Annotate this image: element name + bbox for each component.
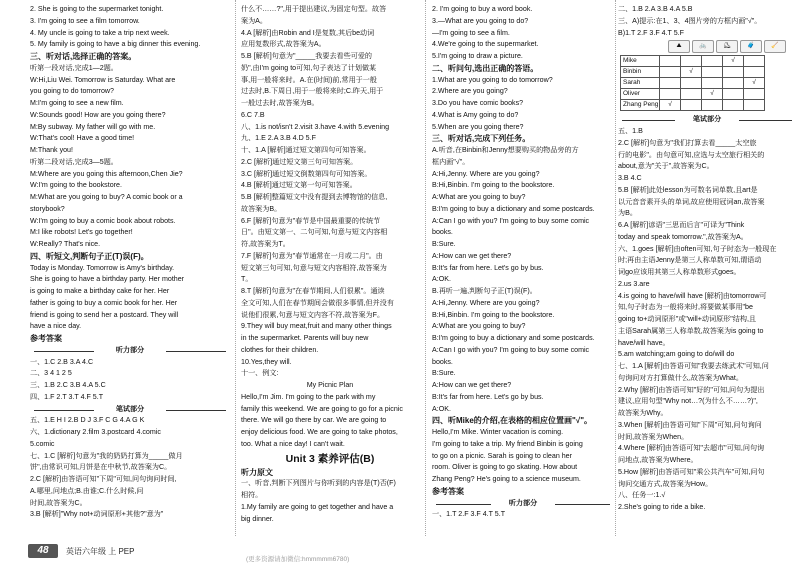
text-line: have/will have。 — [618, 338, 670, 347]
text-line: 一般过去时,故答案为B。 — [241, 99, 319, 107]
section-heading: 二、听问句,选出正确的答语。 — [432, 63, 539, 73]
text-line: 9.They will buy meat,fruit and many other things — [241, 322, 392, 331]
page-footer — [0, 540, 800, 566]
section-heading: 参考答案 — [30, 334, 62, 343]
text-line: 询问交通方式,故答案为How。 — [618, 479, 713, 488]
text-line: A.听音,在Binbin和Jenny想要购买的物品旁的方 — [432, 146, 579, 154]
tick-cell: √ — [702, 89, 723, 100]
text-line: 5.B [解析]此处lesson为可数名词单数,且art是 — [618, 185, 758, 194]
text-line: there. We will go there by car. We are going to — [241, 416, 387, 425]
text-line: W:That's cool! Have a good time! — [30, 134, 135, 143]
table-row — [621, 100, 765, 111]
text-line: A.哪里,问地点;B.由谁;C.什么时候,问 — [30, 486, 144, 495]
tick-cell — [681, 78, 702, 89]
text-line: A:Hi,Jenny. Where are you going? — [432, 298, 540, 307]
tick-cell — [723, 67, 744, 78]
text-line: 一、1.C 2.B 3.A 4.C — [30, 357, 94, 366]
tick-cell — [681, 100, 702, 111]
text-line: 2.C [解析]由答语可知"下周"可知,问句询问时间, — [30, 475, 177, 483]
tick-cell — [681, 89, 702, 100]
tick-cell: √ — [660, 100, 681, 111]
text-line: 4.A [解析]由Robin and I是复数,其后be动词 — [241, 28, 375, 37]
text-line: 4. My uncle is going to take a trip next week. — [30, 28, 170, 37]
text-line: 什么不……?",用于提出建议,为固定句型。故答 — [241, 5, 387, 13]
section-heading: Unit 3 素养评估(B) — [285, 452, 375, 465]
text-line: M:By subway. My father will go with me. — [30, 122, 156, 131]
text-line: too. What a nice day! I can't wait. — [241, 439, 345, 448]
text-line: 三、1.B 2.C 3.B 4.A 5.C — [30, 381, 106, 389]
text-line: 八、任务一:1.√ — [618, 491, 666, 500]
column-divider — [615, 0, 616, 536]
text-line: 2.us 3.are — [618, 279, 650, 288]
text-line: 知,句子时态为一般将来时,将要做某事用"be — [618, 303, 753, 312]
text-line: 听第一段对话,完成1—2题。 — [30, 63, 118, 72]
text-line: 以元音音素开头的单词,故应使用冠词an,故答案 — [618, 197, 765, 206]
tick-cell — [723, 100, 744, 111]
text-line: A:What are you going to buy? — [432, 193, 526, 201]
text-line: 2.Where are you going? — [432, 87, 508, 96]
text-line: W:Sounds good! How are you going there? — [30, 110, 166, 119]
text-line: 4.B [解析]通过短文第一句可知答案。 — [241, 181, 357, 190]
text-line: 3.When [解析]由答语可知"下周"可知,问句询问 — [618, 420, 762, 429]
text-line: 行的电影"。由句意可知,应选与太空旅行相关的 — [618, 150, 765, 159]
text-line: 4.What is Amy going to do? — [432, 110, 519, 119]
column-3 — [432, 4, 614, 538]
section-heading: 四、听短文,判断句子正(T)误(F)。 — [30, 251, 149, 261]
row-name: Mike — [621, 56, 660, 67]
text-line: books. — [432, 357, 453, 366]
text-line: 建议,应用句型"Why not…?(为什么不……?)", — [618, 397, 758, 406]
text-line: Zhang Peng? He's going to a science museum. — [432, 475, 581, 483]
table-row — [621, 78, 765, 89]
table-row — [621, 67, 765, 78]
text-line: 4.We're going to the supermarket. — [432, 40, 539, 49]
text-line: —I'm going to see a film. — [432, 28, 510, 37]
map-icon: ⛰ — [668, 40, 690, 53]
text-line: M:I like robots! Let's go together! — [30, 228, 133, 237]
tick-cell — [660, 78, 681, 89]
row-name: Oliver — [621, 89, 660, 100]
text-line: room. Oliver is going to go skating. How about — [432, 463, 578, 472]
tick-cell — [744, 56, 765, 67]
text-line: 4.Where [解析]由答语可知"去超市"可知,问句询 — [618, 444, 765, 453]
row-name: Binbin — [621, 67, 660, 78]
text-line: 应用复数形式,故答案为A。 — [241, 40, 326, 49]
text-line: 十、1.A [解析]通过短文第四句可知答案。 — [241, 146, 371, 154]
table-row — [621, 89, 765, 100]
broom-icon: 🧹 — [764, 40, 786, 53]
text-line: to go on a picnic. Sarah is going to clean her — [432, 451, 572, 460]
text-line: storybook? — [30, 204, 65, 213]
text-line: 时间,故答案为When。 — [618, 432, 689, 441]
text-line: M:What are you going to buy? A comic book or a — [30, 193, 183, 201]
text-line: 1.My family are going to get together and have a — [241, 502, 394, 511]
text-line: 5.am watching;am going to do/will do — [618, 350, 735, 359]
text-line: in the supermarket. Parents will buy new — [241, 334, 369, 342]
text-line: 2.She's going to ride a bike. — [618, 503, 706, 511]
text-line: 九、1.E 2.A 3.B 4.D 5.F — [241, 134, 316, 143]
tick-cell: √ — [723, 56, 744, 67]
text-line: 5.B [解析]句意为"_____我要去看些可爱的 — [241, 52, 373, 60]
text-line: have a nice day. — [30, 322, 82, 331]
text-line: 3.—What are you going to do? — [432, 16, 529, 25]
text-line: 符,故答案为T。 — [241, 240, 290, 248]
text-line: 日"。由短文第一、二句可知,句意与短文内容相 — [241, 228, 388, 237]
text-line: 5. My family is going to have a big dinner this evening. — [30, 40, 201, 49]
section-heading: 参考答案 — [432, 486, 464, 496]
text-line: 3.B 4.C — [618, 174, 642, 182]
text-line: A:How can we get there? — [432, 381, 512, 389]
section-heading: 三、听对话,选择正确的答案。 — [30, 52, 137, 61]
text-line: 5.B [解析]整篇短文中没有提到去博物馆的信息, — [241, 193, 388, 201]
text-line: A:Hi,Jenny. Where are you going? — [432, 169, 540, 178]
text-line: going to+动词原形"或"will+动词原形"结构,且 — [618, 315, 757, 323]
text-line: 框内画"√"。 — [432, 157, 470, 166]
tick-cell — [702, 67, 723, 78]
text-line: 6.A [解析]谚语"三思而后言"可译为"Think — [618, 221, 745, 229]
text-line: I'm going to take a trip. My friend Binbin is going — [432, 439, 583, 448]
luggage-icon: 🧳 — [740, 40, 762, 53]
text-line: about,意为"关于",故答案为C。 — [618, 162, 714, 171]
text-line: A:How can we get there? — [432, 251, 512, 260]
watermark: (更多资源请加微信:hmmmmm6780) — [246, 556, 350, 563]
text-line: W:Hi,Liu Wei. Tomorrow is Saturday. What are — [30, 75, 176, 84]
text-line: A:What are you going to buy? — [432, 322, 526, 331]
column-4 — [618, 4, 796, 538]
activity-pictures — [668, 40, 796, 53]
text-line: B:Sure. — [432, 369, 456, 378]
column-1 — [30, 4, 230, 538]
text-line: 饼",由常识可知,月饼是在中秋节,故答案为C。 — [30, 463, 172, 472]
column-divider — [235, 0, 236, 536]
tick-cell — [744, 100, 765, 111]
text-line: 6.C 7.B — [241, 110, 265, 119]
tick-cell — [681, 56, 702, 67]
text-line: 6.F [解析]句意为"春节是中国最重要的传统节 — [241, 216, 381, 225]
text-line: 5.I'm going to draw a picture. — [432, 52, 523, 60]
text-line: 4.is going to have/will have [解析]由tomorrow可 — [618, 291, 767, 300]
text-line: Hello,I'm Jim. I'm going to the park with my — [241, 392, 376, 401]
text-line: 三、A)提示:在1、3、4图片旁的方框内画"√"。 — [618, 16, 762, 25]
text-line: Hello,I'm Mike. Winter vacation is coming. — [432, 428, 564, 436]
text-line: 时间,故答案为C。 — [30, 498, 87, 507]
row-name: Sarah — [621, 78, 660, 89]
tick-cell — [702, 56, 723, 67]
text-line: 七、1.C [解析]句意为"我的奶奶打算为_____做月 — [30, 451, 183, 460]
text-line: friend is going to send her a postcard. They will — [30, 310, 179, 319]
row-name: Zhang Peng — [621, 100, 660, 111]
text-line: A:OK. — [432, 275, 451, 284]
text-line: father is going to buy a comic book for her. Her — [30, 298, 178, 307]
text-line: 词go应该用其第三人称单数形式goes。 — [618, 268, 741, 276]
text-line: W:I'm going to the bookstore. — [30, 181, 122, 190]
text-line: 故答案为Why。 — [618, 409, 668, 417]
text-line: M:I'm going to see a new film. — [30, 99, 124, 107]
text-line: Today is Monday. Tomorrow is Amy's birthday. — [30, 263, 175, 272]
text-line: A:Can I go with you? I'm going to buy some comic — [432, 216, 590, 225]
text-line: 事,用一般将来时。A.在(时间)前,常用于一般 — [241, 75, 377, 84]
text-line: B:It's far from here. Let's go by bus. — [432, 392, 544, 401]
text-line: B:It's far from here. Let's go by bus. — [432, 263, 544, 272]
table-row — [621, 56, 765, 67]
text-line: 五、1.B — [618, 127, 643, 135]
text-line: 7.F [解析]句意为"春节通常在一月或二月"。由 — [241, 251, 383, 260]
text-line: 短文第三句可知,句意与短文内容相符,故答案为 — [241, 263, 387, 272]
text-line: 八、1.is not/isn't 2.visit 3.have 4.with 5.evening — [241, 122, 390, 131]
text-line: 2.C [解析]通过短文第三句可知答案。 — [241, 157, 358, 166]
tick-cell — [723, 78, 744, 89]
section-heading: 听力部分 — [432, 498, 614, 510]
text-line: 听第二段对话,完成3—5题。 — [30, 157, 118, 166]
text-line: clothes for their children. — [241, 345, 319, 354]
text-line: My Picnic Plan — [306, 381, 354, 389]
text-line: 10.Yes,they will. — [241, 357, 292, 366]
text-line: 相符。 — [241, 491, 263, 499]
text-line: 主语Sarah属第三人称单数,故答案为is going to — [618, 326, 764, 335]
text-line: family this weekend. We are going to go for a picnic — [241, 404, 403, 413]
text-line: B:Hi,Binbin. I'm going to the bookstore. — [432, 310, 555, 319]
text-line: 时;再由主语Jenny是第三人称单数可知,谓语动 — [618, 256, 762, 265]
text-line: enjoy delicious food. We are going to take photos, — [241, 428, 398, 436]
tick-cell — [702, 100, 723, 111]
text-line: 奶",由I'm going to可知,句子表达了计划做某 — [241, 63, 377, 72]
text-line: 为B。 — [618, 209, 637, 218]
text-line: 一、听音,判断下列图片与你听到的内容是(T)否(F) — [241, 479, 396, 488]
text-line: B.再听一遍,判断句子正(T)误(F)。 — [432, 287, 537, 295]
section-heading: 听力原文 — [241, 467, 273, 477]
column-divider — [425, 0, 426, 536]
text-line: 3.B [解析]"Why not+动词原形+其他?"意为" — [30, 510, 164, 519]
text-line: She is going to have a birthday party. Her mother — [30, 275, 185, 284]
tick-cell — [702, 78, 723, 89]
text-line: 七、1.A [解析]由答语可知"我要去练武术"可知,问 — [618, 362, 769, 370]
text-line: 2.C [解析]句意为"我们打算去看_____太空旅 — [618, 138, 757, 147]
text-line: 3.Do you have comic books? — [432, 99, 524, 107]
bike-icon: 🚲 — [692, 40, 714, 53]
tick-table — [620, 55, 765, 111]
text-line: M:Thank you! — [30, 146, 73, 154]
text-line: 2.Why [解析]由答语可知"好的"可知,问句为提出 — [618, 385, 765, 394]
text-line: 5.comic — [30, 439, 55, 448]
text-line: A:Can I go with you? I'm going to buy some comic — [432, 345, 590, 354]
text-line: 二、1.B 2.A 3.B 4.A 5.B — [618, 5, 693, 13]
tick-cell — [660, 67, 681, 78]
text-line: B:I'm going to buy a dictionary and some postcards. — [432, 334, 595, 342]
tick-cell: √ — [744, 78, 765, 89]
text-line: B:Hi,Binbin. I'm going to the bookstore. — [432, 181, 555, 190]
text-line: is going to make a birthday cake for her. Her — [30, 287, 170, 295]
tick-cell — [744, 67, 765, 78]
text-line: 5.When are you going there? — [432, 122, 524, 131]
column-2 — [241, 4, 419, 538]
section-heading: 听力部分 — [30, 345, 230, 357]
text-line: 十一、例文: — [241, 369, 279, 378]
section-heading: 四、听Mike的介绍,在表格的相应位置画"√"。 — [432, 416, 592, 426]
tick-cell — [723, 89, 744, 100]
text-line: 六、1.goes [解析]由often可知,句子时态为一般现在 — [618, 244, 777, 253]
text-line: 一、1.T 2.F 3.F 4.T 5.T — [432, 510, 506, 519]
page-number: 48 — [28, 544, 58, 558]
tick-cell: √ — [681, 67, 702, 78]
text-line: 故答案为B。 — [241, 204, 282, 213]
text-line: B:Sure. — [432, 240, 456, 248]
text-line: today and speak tomorrow.",故答案为A。 — [618, 232, 748, 241]
text-line: 说他们很累,句意与短文内容不符,故答案为F。 — [241, 310, 385, 319]
text-line: 二、3 4 1 2 5 — [30, 369, 72, 378]
text-line: books. — [432, 228, 453, 237]
text-line: W:I'm going to buy a comic book about robots. — [30, 216, 176, 225]
text-line: big dinner. — [241, 514, 274, 523]
text-line: 句询问对方打算做什么,故答案为What。 — [618, 373, 743, 382]
tick-cell — [660, 89, 681, 100]
text-line: 全文可知,人们在春节期间会做很多事情,但并没有 — [241, 298, 394, 307]
section-heading: 笔试部分 — [30, 404, 230, 416]
text-line: 案为A。 — [241, 16, 268, 25]
text-line: 3.C [解析]通过短文倒数第四句可知答案。 — [241, 169, 372, 178]
text-line: B:I'm going to buy a dictionary and some postcards. — [432, 204, 595, 213]
text-line: 3. I'm going to see a film tomorrow. — [30, 16, 140, 25]
text-line: A:OK. — [432, 404, 451, 413]
text-line: 2. She is going to the supermarket tonight. — [30, 5, 164, 13]
text-line: you going to do tomorrow? — [30, 87, 114, 96]
text-line: 8.T [解析]句意为"在春节期间,人们很累"。通读 — [241, 287, 385, 295]
text-line: 五、1.E H I 2.B D J 3.F C G 4.A G K — [30, 416, 145, 425]
skate-icon: ⛸ — [716, 40, 738, 53]
text-line: 2. I'm going to buy a word book. — [432, 5, 533, 13]
text-line: B)1.T 2.F 3.F 4.T 5.F — [618, 28, 684, 37]
text-line: W:Really? That's nice. — [30, 240, 101, 248]
text-line: 四、1.F 2.T 3.T 4.F 5.T — [30, 392, 104, 401]
book-info: 英语六年级 上 PEP — [66, 547, 135, 556]
text-line: 问地点,故答案为Where。 — [618, 456, 698, 464]
text-line: 5.How [解析]由答语可知"乘公共汽车"可知,问句 — [618, 467, 765, 476]
text-line: M:Where are you going this afternoon,Chen Jie? — [30, 169, 183, 178]
text-line: T。 — [241, 275, 253, 284]
text-line: 1.What are you going to do tomorrow? — [432, 75, 553, 84]
text-line: 六、1.dictionary 2.film 3.postcard 4.comic — [30, 428, 161, 436]
tick-cell — [744, 89, 765, 100]
section-heading: 三、听对话,完成下列任务。 — [432, 134, 531, 144]
tick-cell — [660, 56, 681, 67]
section-heading: 笔试部分 — [618, 114, 796, 126]
text-line: 过去时,B.下周日,用于一般将来时;C.昨天,用于 — [241, 87, 384, 96]
